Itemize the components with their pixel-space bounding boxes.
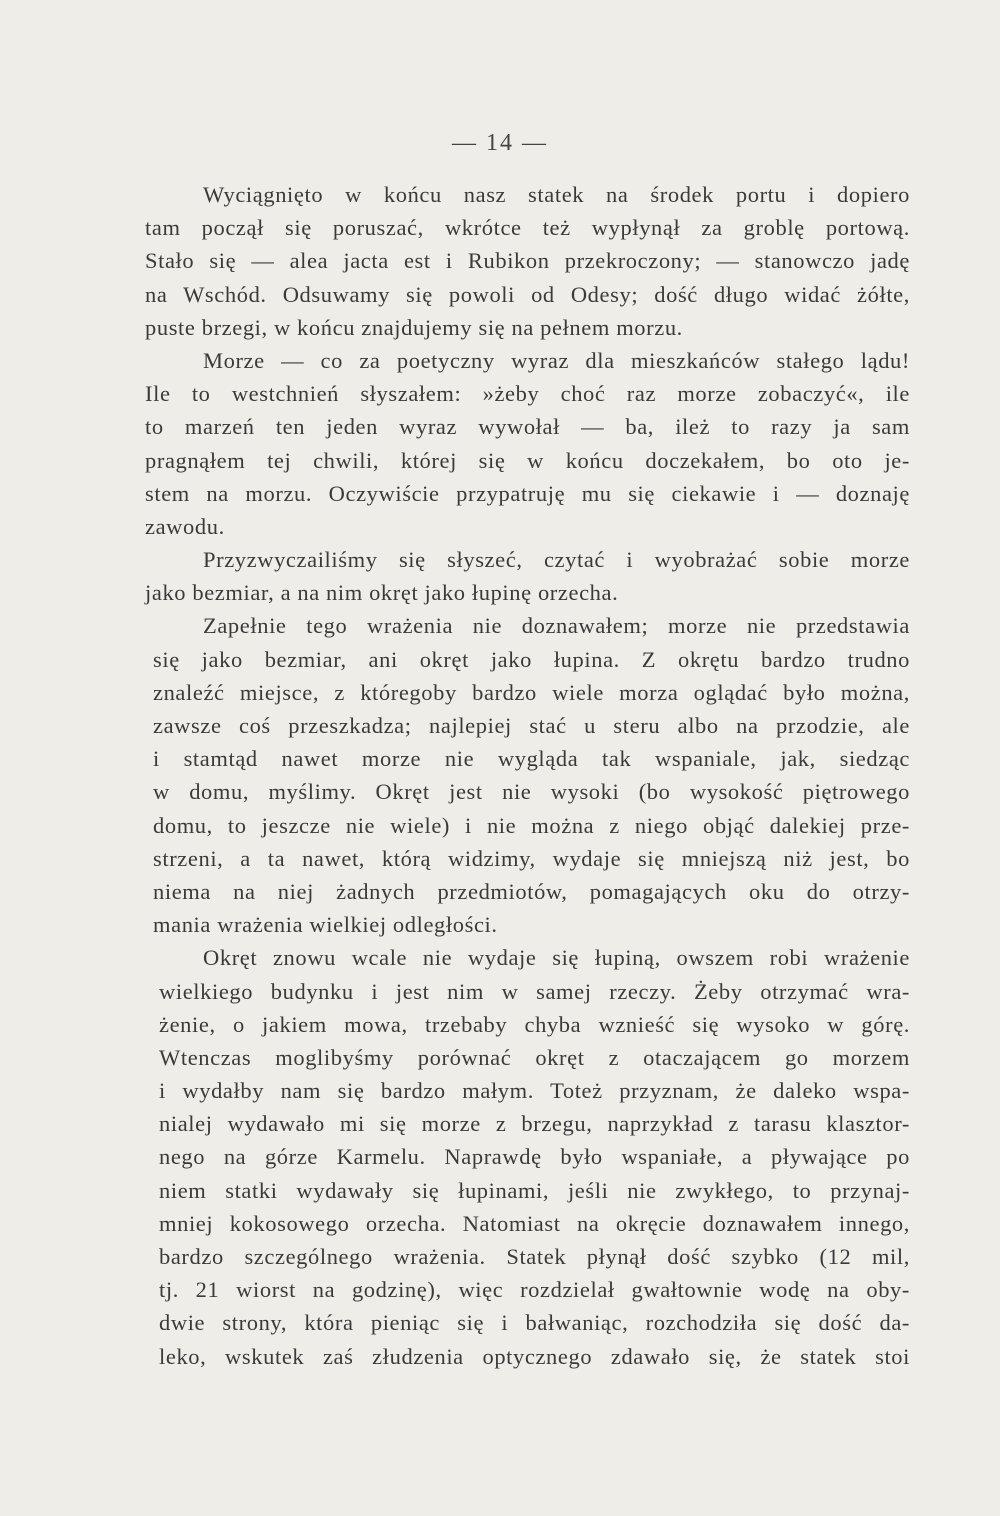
text-line: pragnąłem tej chwili, której się w końcu doczekałem, bo oto je-: [145, 447, 910, 473]
text-line: i wydałby nam się bardzo małym. Toteż przyznam, że daleko wspa-: [159, 1078, 910, 1104]
text-line: to marzeń ten jeden wyraz wywołał — ba, ileż to razy ja sam: [145, 414, 910, 440]
text-line: Okręt znowu wcale nie wydaje się łupiną, owszem robi wrażenie: [203, 945, 910, 971]
page-number: — 14 —: [452, 130, 548, 156]
text-line: zawsze coś przeszkadza; najlepiej stać u steru albo na przodzie, ale: [153, 713, 910, 738]
text-line: Zapełnie tego wrażenia nie doznawałem; morze nie przedstawia: [203, 613, 910, 639]
text-line: domu, to jeszcze nie wiele) i nie można z niego objąć dalekiej prze-: [153, 812, 910, 838]
text-line: mania wrażenia wielkiej odległości.: [153, 912, 498, 938]
text-line: Przyzwyczailiśmy się słyszeć, czytać i wyobrażać sobie morze: [203, 547, 910, 573]
text-line: tam począł się poruszać, wkrótce też wypłynął za groblę portową.: [145, 215, 910, 241]
body-text: [145, 178, 910, 1373]
text-line: nego na górze Karmelu. Naprawdę było wspaniałe, a pływające po: [159, 1144, 910, 1170]
text-line: się jako bezmiar, ani okręt jako łupina. Z okrętu bardzo trudno: [153, 646, 910, 672]
text-line: na Wschód. Odsuwamy się powoli od Odesy; dość długo widać żółte,: [145, 281, 910, 307]
text-line: znaleźć miejsce, z któregoby bardzo wiele morza oglądać było można,: [153, 679, 910, 705]
text-line: w domu, myślimy. Okręt jest nie wysoki (bo wysokość piętrowego: [153, 779, 910, 805]
text-line: mniej kokosowego orzecha. Natomiast na okręcie doznawałem innego,: [159, 1210, 910, 1236]
text-line: Wtenczas moglibyśmy porównać okręt z otaczającem go morzem: [159, 1044, 910, 1070]
text-line: niema na niej żadnych przedmiotów, pomagających oku do otrzy-: [153, 878, 910, 904]
text-line: puste brzegi, w końcu znajdujemy się na pełnem morzu.: [145, 314, 683, 340]
text-line: leko, wskutek zaś złudzenia optycznego zdawało się, że statek stoi: [159, 1343, 910, 1369]
text-line: zawodu.: [145, 513, 225, 539]
text-line: strzeni, a ta nawet, którą widzimy, wydaje się mniejszą niż jest, bo: [153, 845, 910, 871]
text-line: stem na morzu. Oczywiście przypatruję mu się ciekawie i — doznaję: [145, 480, 910, 506]
text-line: dwie strony, która pieniąc się i bałwaniąc, rozchodziła się dość da-: [159, 1310, 910, 1336]
text-line: nialej wydawało mi się morze z brzegu, naprzykład z tarasu klasztor-: [159, 1111, 910, 1137]
text-line: niem statki wydawały się łupinami, jeśli nie zwykłego, to przynaj-: [159, 1177, 910, 1203]
text-line: Stało się — alea jacta est i Rubikon przekroczony; — stanowczo jadę: [145, 248, 910, 274]
text-line: Morze — co za poetyczny wyraz dla mieszkańców stałego lądu!: [203, 347, 910, 373]
text-line: i stamtąd nawet morze nie wygląda tak wspaniale, jak, siedząc: [153, 746, 910, 772]
text-line: jako bezmiar, a na nim okręt jako łupinę orzecha.: [145, 580, 619, 606]
text-line: wielkiego budynku i jest nim w samej rzeczy. Żeby otrzymać wra-: [159, 978, 910, 1004]
text-line: Ile to westchnień słyszałem: »żeby choć raz morze zobaczyć«, ile: [145, 381, 910, 407]
text-line: tj. 21 wiorst na godzinę), więc rozdzielał gwałtownie wodę na oby-: [159, 1277, 910, 1303]
text-line: żenie, o jakiem mowa, trzebaby chyba wznieść się wysoko w górę.: [159, 1011, 910, 1037]
text-line: bardzo szczególnego wrażenia. Statek płynął dość szybko (12 mil,: [159, 1244, 910, 1269]
text-line: Wyciągnięto w końcu nasz statek na środek portu i dopiero: [203, 182, 910, 207]
